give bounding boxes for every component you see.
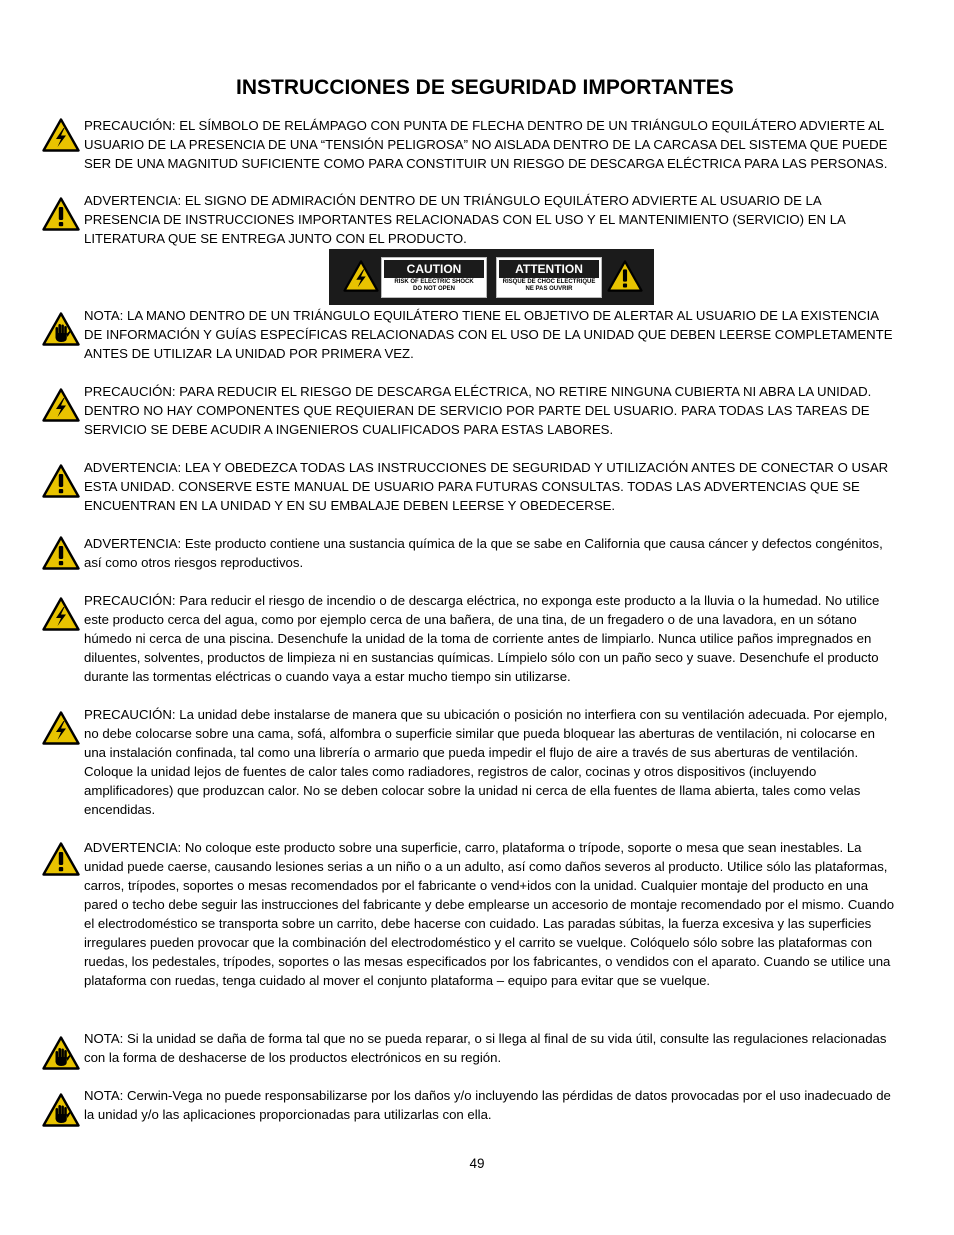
caution-label-box	[381, 257, 487, 298]
lightning-triangle-icon	[42, 118, 80, 152]
hand-triangle-icon	[42, 1093, 80, 1127]
lightning-triangle-icon	[42, 388, 80, 422]
section-text: ADVERTENCIA: EL SIGNO DE ADMIRACIÓN DENTRO DE UN TRIÁNGULO EQUILÁTERO ADVIERTE AL USUARIO DE LA PRESENCIA DE INSTRUCCIONES IMPORTANTES RELACIONADAS CON EL USO Y EL MANTENIMIENTO (SERVICIO) EN LA LITERATURA QUE SE ENTREGA JUNTO CON EL PRODUCTO.	[84, 193, 846, 246]
lightning-triangle-icon	[42, 711, 80, 745]
page-number: 49	[469, 1156, 485, 1171]
caution-banner	[329, 249, 654, 305]
caution-title: CAUTION	[384, 260, 484, 278]
section-text: NOTA: Cerwin-Vega no puede responsabilizarse por los daños y/o incluyendo las pérdidas de datos provocadas por el uso inadecuado de la unidad y/o las aplicaciones proporcionadas para utilizarlas con ella.	[84, 1088, 891, 1122]
exclamation-triangle-icon	[42, 842, 80, 876]
exclamation-triangle-icon	[42, 536, 80, 570]
attention-label-box	[496, 257, 602, 298]
section-text: PRECAUCIÓN: PARA REDUCIR EL RIESGO DE DESCARGA ELÉCTRICA, NO RETIRE NINGUNA CUBIERTA NI ABRA LA UNIDAD. DENTRO NO HAY COMPONENTES QUE REQUIERAN DE SERVICIO POR PARTE DEL USUARIO. PARA TODAS LAS TAREAS DE SERVICIO SE DEBE ACUDIR A INGENIEROS CUALIFICADOS PARA ESTAS LABORES.	[84, 384, 872, 437]
hand-triangle-icon	[42, 1036, 80, 1070]
exclamation-triangle-icon	[42, 464, 80, 498]
section-text: PRECAUCIÓN: La unidad debe instalarse de manera que su ubicación o posición no interfiera con su ventilación adecuada. Por ejemplo, no debe colocarse sobre una cama, sofá, alfombra o superficie similar que pueda bloquear las aberturas de ventilación, ni colocarse en una instalación confinada, tal como una librería o armario que pueda impedir el flujo de aire a través de sus aberturas de ventilación. Coloque la unidad lejos de fuentes de calor tales como radiadores, registros de calor, cocinas y otros dispositivos (incluyendo amplificadores) que produzcan calor. No se deben colocar sobre la unidad ni cerca de ella fuentes de llama abierta, tales como velas encendidas.	[84, 707, 888, 817]
page-title: INSTRUCCIONES DE SEGURIDAD IMPORTANTES	[236, 76, 734, 99]
lightning-triangle-icon	[42, 597, 80, 631]
section-text: NOTA: Si la unidad se daña de forma tal que no se pueda reparar, o si llega al final de su vida útil, consulte las regulaciones relacionadas con la forma de deshacerse de los productos electrónicos en su región.	[84, 1031, 887, 1065]
section-text: ADVERTENCIA: LEA Y OBEDEZCA TODAS LAS INSTRUCCIONES DE SEGURIDAD Y UTILIZACIÓN ANTES DE CONECTAR O USAR ESTA UNIDAD. CONSERVE ESTE MANUAL DE USUARIO PARA FUTURAS CONSULTAS. TODAS LAS ADVERTENCIAS QUE SE ENCUENTRAN EN LA UNIDAD Y EN SU EMBALAJE DEBEN LEERSE Y OBEDECERSE.	[84, 460, 889, 513]
section-text: PRECAUCIÓN: Para reducir el riesgo de incendio o de descarga eléctrica, no exponga este producto a la lluvia o la humedad. No utilice este producto cerca del agua, como por ejemplo cerca de una bañera, de una tina, de un fregadero o de una lavadora, en un sótano húmedo ni cerca de una piscina. Desenchufe la unidad de la toma de corriente antes de limpiarlo. Nunca utilice paños impregnados en diluentes, solventes, productos de limpieza ni en sustancias químicas. Límpielo sólo con un paño seco y suave. Desenchufe el producto durante las tormentas eléctricas o cuando vaya a estar mucho tiempo sin utilizarse.	[84, 593, 880, 684]
section-text: ADVERTENCIA: Este producto contiene una sustancia química de la que se sabe en California que causa cáncer y defectos congénitos, así como otros riesgos reproductivos.	[84, 536, 883, 570]
attention-subtext: RISQUE DE CHOC ELECTRIQUE NE PAS OUVRIR	[502, 279, 596, 292]
section-text: PRECAUCIÓN: EL SÍMBOLO DE RELÁMPAGO CON PUNTA DE FLECHA DENTRO DE UN TRIÁNGULO EQUILÁTERO ADVIERTE AL USUARIO DE LA PRESENCIA DE UNA “TENSIÓN PELIGROSA” NO AISLADA DENTRO DE LA CARCASA DEL SISTEMA QUE PUEDE SER DE UNA MAGNITUD SUFICIENTE COMO PARA CONSTITUIR UN RIESGO DE DESCARGA ELÉCTRICA PARA LAS PERSONAS.	[84, 118, 888, 171]
lightning-triangle-icon	[343, 260, 379, 292]
caution-subtext: RISK OF ELECTRIC SHOCK DO NOT OPEN	[394, 279, 474, 292]
section-text: NOTA: LA MANO DENTRO DE UN TRIÁNGULO EQUILÁTERO TIENE EL OBJETIVO DE ALERTAR AL USUARIO DE LA EXISTENCIA DE INFORMACIÓN Y GUÍAS ESPECÍFICAS RELACIONADAS CON EL USO DE LA UNIDAD QUE DEBEN LEERSE COMPLETAMENTE ANTES DE UTILIZAR LA UNIDAD POR PRIMERA VEZ.	[84, 308, 893, 361]
exclamation-triangle-icon	[607, 260, 643, 292]
section-text: ADVERTENCIA: No coloque este producto sobre una superficie, carro, plataforma o trípode, soporte o mesa que sean inestables. La unidad puede caerse, causando lesiones serias a un niño o a un adulto, así como daños severos al producto. Utilice sólo las plataformas, carros, trípodes, soportes o mesas recomendados por el fabricante o vend+idos con la unidad. Cualquier montaje del producto en una pared o techo debe seguir las instrucciones del fabricante y debe emplearse un accesorio de montaje recomendado por el mismo. Cuando el electrodoméstico se transporta sobre un carrito, debe hacerse con cuidado. Las paradas súbitas, la fuerza excesiva y las superficies irregulares pueden provocar que la combinación del electrodoméstico y el carrito se vuelque. Colóquelo sólo sobre las plataformas con ruedas, los pedestales, trípodes, soportes o las mesas especificados por los fabricantes, o vendidos con el aparato. Cuando se utilice una plataforma con ruedas, tenga cuidado al mover el conjunto plataforma – equipo para evitar que se vuelque.	[84, 840, 895, 988]
attention-title: ATTENTION	[499, 260, 599, 278]
hand-triangle-icon	[42, 312, 80, 346]
exclamation-triangle-icon	[42, 197, 80, 231]
